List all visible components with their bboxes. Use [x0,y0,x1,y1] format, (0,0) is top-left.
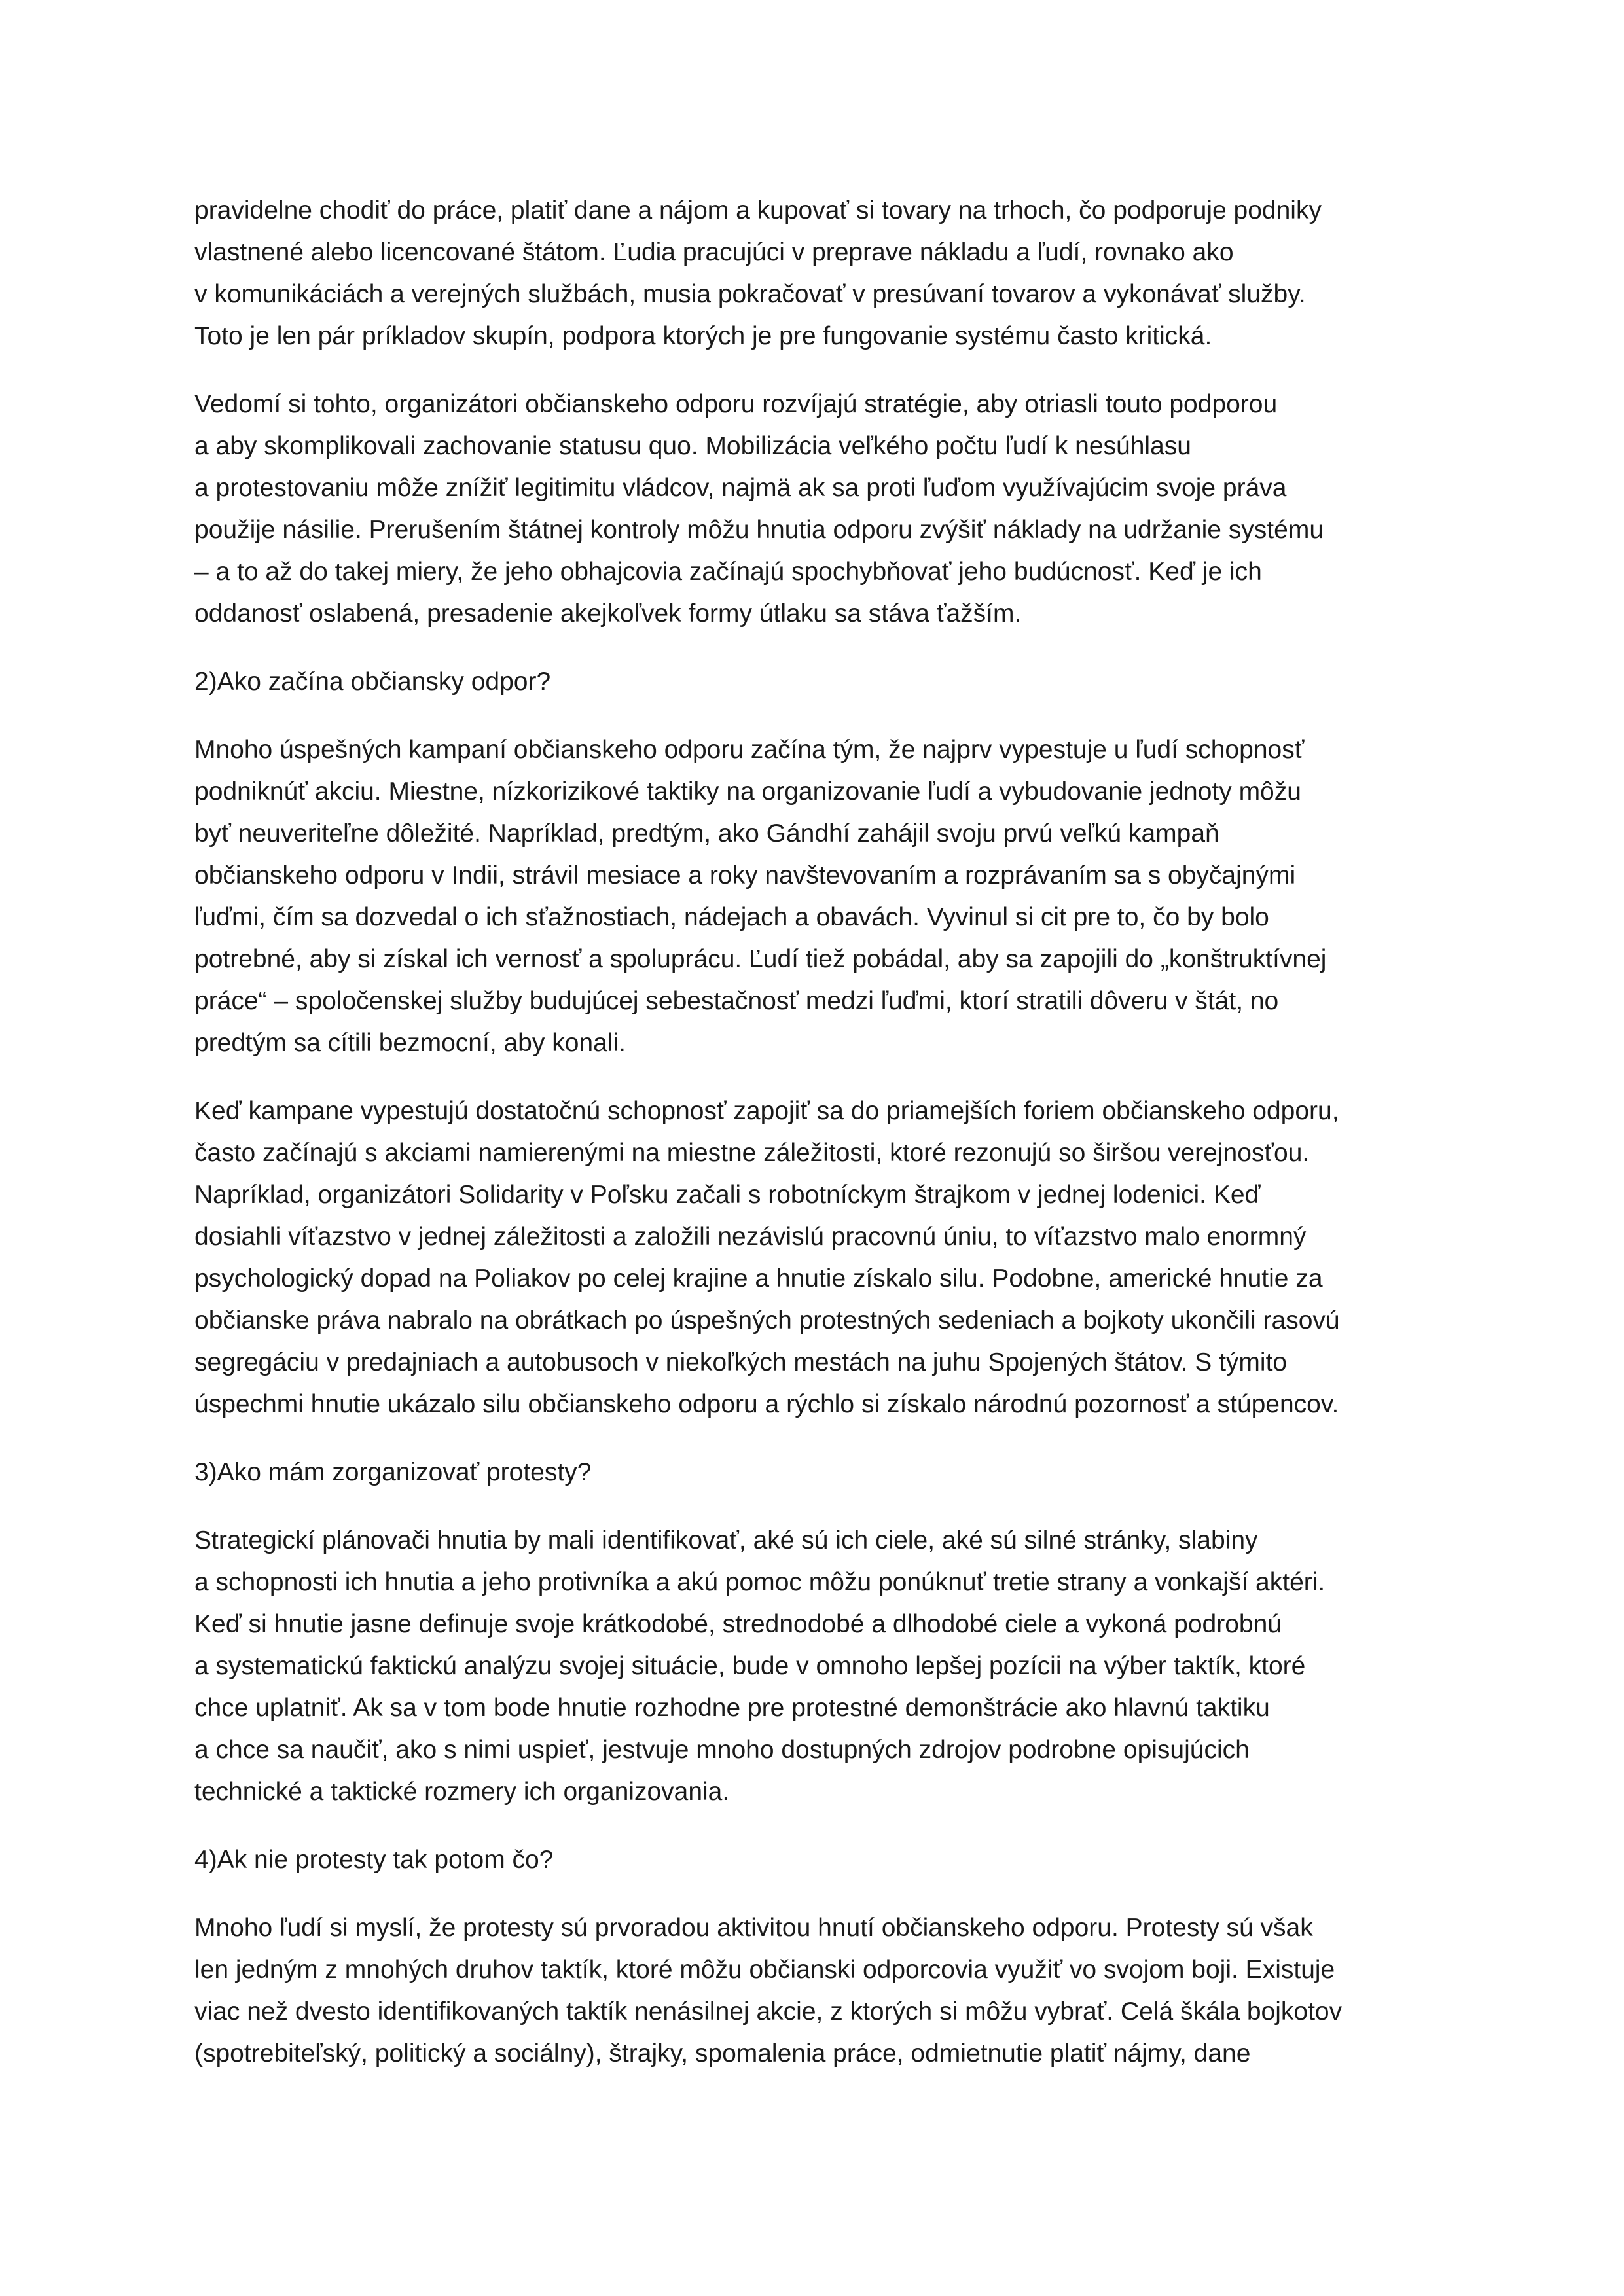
text-line: predtým sa cítili bezmocní, aby konali. [194,1029,626,1057]
text-line: technické a taktické rozmery ich organizovania. [194,1778,730,1806]
paragraph-2 [194,384,1493,635]
text-line: Toto je len pár príkladov skupín, podpora ktorých je pre fungovanie systému často kritická. [194,322,1212,350]
document-body [194,190,1493,2075]
text-line: použije násilie. Prerušením štátnej kontroly môžu hnutia odporu zvýšiť náklady na udržanie systému [194,516,1324,544]
text-line: dosiahli víťazstvo v jednej záležitosti a založili nezávislú pracovnú úniu, to víťazstvo malo enormný [194,1223,1307,1251]
text-line: Strategickí plánovači hnutia by mali identifikovať, aké sú ich ciele, aké sú silné stránky, slabiny [194,1526,1258,1554]
section-heading-2: 2)Ako začína občiansky odpor? [194,668,551,696]
paragraph-4 [194,1090,1493,1426]
text-line: občianskeho odporu v Indii, strávil mesiace a roky navštevovaním a rozprávaním sa s obyčajnými [194,861,1296,889]
section-heading-3: 3)Ako mám zorganizovať protesty? [194,1458,592,1486]
paragraph-3 [194,729,1493,1064]
paragraph-5 [194,1520,1493,1813]
text-line: a aby skomplikovali zachovanie statusu quo. Mobilizácia veľkého počtu ľudí k nesúhlasu [194,432,1191,460]
text-line: oddanosť oslabená, presadenie akejkoľvek formy útlaku sa stáva ťažším. [194,600,1022,628]
text-line: Napríklad, organizátori Solidarity v Poľsku začali s robotníckym štrajkom v jednej lodenici. Keď [194,1181,1261,1209]
section-heading-4: 4)Ak nie protesty tak potom čo? [194,1846,554,1874]
text-line: – a to až do takej miery, že jeho obhajcovia začínajú spochybňovať jeho budúcnosť. Keď je ich [194,558,1262,586]
text-line: a protestovaniu môže znížiť legitimitu vládcov, najmä ak sa proti ľuďom využívajúcim svoje práva [194,474,1287,502]
text-line: úspechmi hnutie ukázalo silu občianskeho odporu a rýchlo si získalo národnú pozornosť a stúpencov. [194,1390,1339,1418]
text-line: potrebné, aby si získal ich vernosť a spoluprácu. Ľudí tiež pobádal, aby sa zapojili do „konštruktívnej [194,945,1327,973]
text-line: viac než dvesto identifikovaných taktík nenásilnej akcie, z ktorých si môžu vybrať. Celá škála bojkotov [194,1998,1343,2026]
text-line: občianske práva nabralo na obrátkach po úspešných protestných sedeniach a bojkoty ukončili rasovú [194,1306,1340,1335]
text-line: pravidelne chodiť do práce, platiť dane a nájom a kupovať si tovary na trhoch, čo podporuje podniky [194,196,1322,224]
text-line: chce uplatniť. Ak sa v tom bode hnutie rozhodne pre protestné demonštrácie ako hlavnú taktiku [194,1694,1270,1722]
text-line: podniknúť akciu. Miestne, nízkorizikové taktiky na organizovanie ľudí a vybudovanie jednoty môžu [194,778,1301,806]
text-line: psychologický dopad na Poliakov po celej krajine a hnutie získalo silu. Podobne, americké hnutie za [194,1265,1323,1293]
text-line: práce“ – spoločenskej služby budujúcej sebestačnosť medzi ľuďmi, ktorí stratili dôveru v štát, no [194,987,1279,1015]
text-line: Keď kampane vypestujú dostatočnú schopnosť zapojiť sa do priamejších foriem občianskeho odporu, [194,1097,1339,1125]
text-line: (spotrebiteľský, politický a sociálny), štrajky, spomalenia práce, odmietnutie platiť nájmy, dane [194,2039,1251,2068]
text-line: len jedným z mnohých druhov taktík, ktoré môžu občianski odporcovia využiť vo svojom boji. Existuje [194,1956,1335,1984]
text-line: často začínajú s akciami namierenými na miestne záležitosti, ktoré rezonujú so širšou verejnosťou. [194,1139,1310,1167]
text-line: a systematickú faktickú analýzu svojej situácie, bude v omnoho lepšej pozícii na výber taktík, ktoré [194,1652,1306,1680]
text-line: segregáciu v predajniach a autobusoch v niekoľkých mestách na juhu Spojených štátov. S týmito [194,1348,1288,1376]
paragraph-6 [194,1907,1493,2075]
text-line: Mnoho ľudí si myslí, že protesty sú prvoradou aktivitou hnutí občianskeho odporu. Protesty sú však [194,1914,1313,1942]
text-line: a chce sa naučiť, ako s nimi uspieť, jestvuje mnoho dostupných zdrojov podrobne opisujúcich [194,1736,1250,1764]
text-line: vlastnené alebo licencované štátom. Ľudia pracujúci v preprave nákladu a ľudí, rovnako ako [194,238,1234,266]
text-line: byť neuveriteľne dôležité. Napríklad, predtým, ako Gándhí zahájil svoju prvú veľkú kampaň [194,819,1219,848]
text-line: Mnoho úspešných kampaní občianskeho odporu začína tým, že najprv vypestuje u ľudí schopnosť [194,736,1305,764]
text-line: Keď si hnutie jasne definuje svoje krátkodobé, strednodobé a dlhodobé ciele a vykoná podrobnú [194,1610,1282,1638]
paragraph-1 [194,190,1493,357]
text-line: a schopnosti ich hnutia a jeho protivníka a akú pomoc môžu ponúknuť tretie strany a vonkajší aktéri. [194,1568,1326,1596]
text-line: v komunikáciách a verejných službách, musia pokračovať v presúvaní tovarov a vykonávať služby. [194,280,1306,308]
text-line: ľuďmi, čím sa dozvedal o ich sťažnostiach, nádejach a obavách. Vyvinul si cit pre to, čo by bolo [194,903,1269,931]
text-line: Vedomí si tohto, organizátori občianskeho odporu rozvíjajú stratégie, aby otriasli touto podporou [194,390,1278,418]
